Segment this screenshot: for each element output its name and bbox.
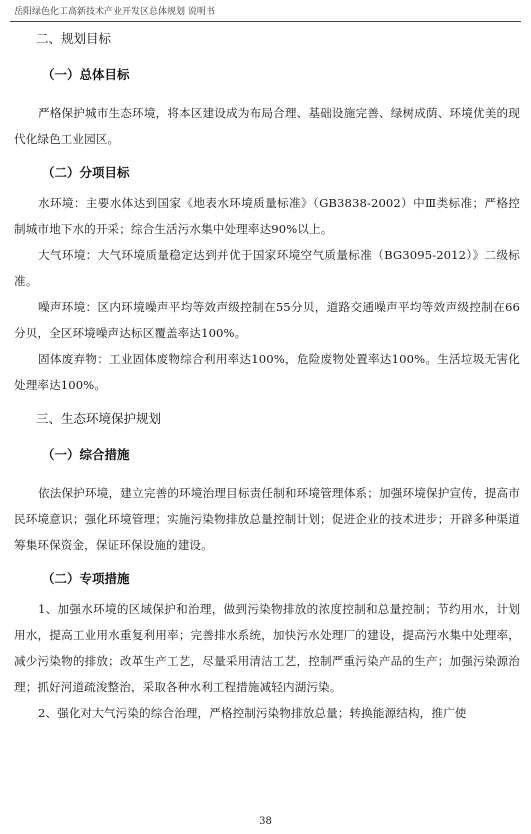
paragraph-noise-environment: 噪声环境：区内环境噪声平均等效声级控制在55分贝，道路交通噪声平均等效声级控制在66分贝，全区环境噪声达标区覆盖率达100%。 — [14, 300, 520, 340]
document-body — [14, 30, 520, 726]
section-heading-plan-goals: 二、规划目标 — [36, 31, 112, 46]
paragraph-water-environment: 水环境：主要水体达到国家《地表水环境质量标准》（GB3838-2002）中Ⅲ类标准；严格控制城市地下水的开采；综合生活污水集中处理率达90%以上。 — [14, 196, 520, 236]
subsection-heading-comprehensive-measures: （一）综合措施 — [42, 447, 130, 462]
paragraph-solid-waste: 固体废弃物：工业固体废物综合利用率达100%，危险废物处置率达100%。生活垃圾无害化处理率达100%。 — [14, 352, 520, 392]
subsection-heading-overall-goal: （一）总体目标 — [42, 67, 130, 82]
header-rule — [10, 21, 521, 22]
paragraph-overall-goal: 严格保护城市生态环境，将本区建设成为布局合理、基础设施完善、绿树成荫、环境优美的现代化绿色工业园区。 — [14, 106, 520, 146]
subsection-heading-special-measures: （二）专项措施 — [42, 571, 130, 586]
running-header: 岳阳绿色化工高新技术产业开发区总体规划 说明书 — [14, 7, 215, 17]
paragraph-water-measures: 1、加强水环境的区域保护和治理，做到污染物排放的浓度控制和总量控制；节约用水，计划用水，提高工业用水重复利用率；完善排水系统，加快污水处理厂的建设，提高污水集中处理率，减少污染物的排放；改革生产工艺，尽量采用清洁工艺，控制严重污染产品的生产；加强污染源治理；抓好河道疏浚整治，采取各种水利工程措施减轻内湖污染。 — [14, 602, 520, 694]
section-heading-eco-protection: 三、生态环境保护规划 — [36, 411, 162, 426]
paragraph-air-environment: 大气环境：大气环境质量稳定达到并优于国家环境空气质量标准（BG3095-2012）》二级标准。 — [14, 248, 520, 288]
paragraph-air-measures: 2、强化对大气污染的综合治理，严格控制污染物排放总量；转换能源结构，推广使 — [38, 706, 467, 720]
paragraph-comprehensive-measures: 依法保护环境，建立完善的环境治理目标责任制和环境管理体系；加强环境保护宣传，提高市民环境意识；强化环境管理；实施污染物排放总量控制计划；促进企业的技术进步；开辟多种渠道筹集环保资金，保证环保设施的建设。 — [14, 486, 520, 552]
page-number: 38 — [259, 816, 272, 827]
subsection-heading-itemized-goals: （二）分项目标 — [42, 165, 130, 180]
